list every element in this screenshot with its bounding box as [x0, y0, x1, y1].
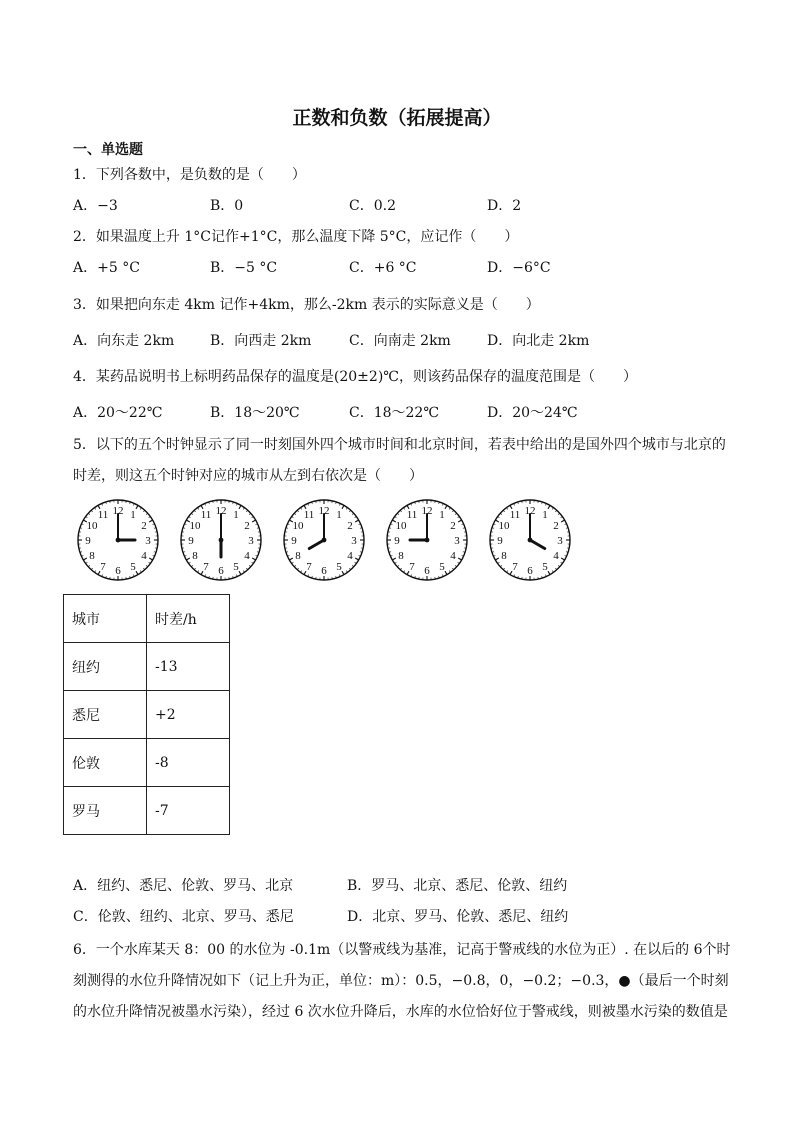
clock-4 — [384, 497, 470, 583]
option-b: B．18～20℃ — [210, 405, 300, 421]
question-6-line-3: 的水位升降情况被墨水污染），经过 6 次水位升降后，水库的水位恰好位于警戒线，则被墨水污染的数值是 — [73, 1004, 728, 1020]
clock-numeral: 2 — [450, 519, 456, 532]
clock-numeral: 5 — [130, 560, 136, 573]
clock-numeral: 11 — [97, 508, 109, 521]
clock-numeral: 12 — [524, 504, 536, 517]
clock-tick — [392, 558, 395, 560]
option-d: D．−6°C — [487, 260, 551, 276]
table-cell: 罗马 — [64, 787, 147, 835]
clock-center — [322, 538, 327, 543]
question-5-stem-line-2: 时差，则这五个时钟对应的城市从左到右依次是（ ） — [73, 468, 423, 484]
clock-3 — [281, 497, 367, 583]
clock-tick — [445, 505, 447, 508]
clock-numeral: 8 — [501, 549, 507, 562]
clock-numeral: 10 — [395, 519, 407, 532]
option-a: A．向东走 2km — [73, 333, 175, 349]
question-6-line-1: 6．一个水库某天 8：00 的水位为 -0.1m（以警戒线为基准，记高于警戒线的水位为正）. 在以后的 6个时 — [73, 942, 731, 958]
question-5-option-b: B．罗马、北京、悉尼、伦敦、纽约 — [347, 878, 568, 894]
clock-numeral: 12 — [215, 504, 227, 517]
clock-numeral: 9 — [497, 534, 503, 547]
clock-numeral: 4 — [347, 549, 353, 562]
clock-numeral: 10 — [189, 519, 201, 532]
clock-numeral: 2 — [553, 519, 559, 532]
clock-tick — [252, 558, 255, 560]
clock-numeral: 8 — [192, 549, 198, 562]
hour-hand — [309, 540, 324, 549]
clock-numeral: 4 — [141, 549, 147, 562]
question-5-stem-line-1: 5．以下的五个时钟显示了同一时刻国外四个城市时间和北京时间，若表中给出的是国外四个城市与北京的 — [73, 437, 726, 453]
clock-tick — [252, 520, 255, 522]
table-row — [64, 739, 230, 787]
option-d: D．20～24℃ — [487, 405, 578, 421]
clock-numeral: 4 — [553, 549, 559, 562]
table-cell: -8 — [147, 739, 230, 787]
clock-tick — [445, 571, 447, 574]
option-c: C．向南走 2km — [349, 333, 451, 349]
clock-numeral: 6 — [321, 564, 327, 577]
clock-center — [425, 538, 430, 543]
question-5-option-c: C．伦敦、纽约、北京、罗马、悉尼 — [73, 909, 294, 925]
clock-numeral: 1 — [542, 508, 548, 521]
option-b: B．−5 °C — [210, 260, 278, 276]
clock-numeral: 10 — [498, 519, 510, 532]
clock-numeral: 7 — [100, 560, 106, 573]
clock-numeral: 5 — [233, 560, 239, 573]
clock-5 — [487, 497, 573, 583]
clock-numeral: 1 — [130, 508, 136, 521]
clock-numeral: 8 — [398, 549, 404, 562]
clock-tick — [149, 558, 152, 560]
clock-tick — [548, 505, 550, 508]
clock-tick — [561, 558, 564, 560]
question-5-option-a: A．纽约、悉尼、伦敦、罗马、北京 — [73, 878, 294, 894]
option-c: C．18～22℃ — [349, 405, 440, 421]
clock-numeral: 6 — [527, 564, 533, 577]
clock-center — [528, 538, 533, 543]
question-2-stem: 2．如果温度上升 1°C记作+1°C，那么温度下降 5°C，应记作（ ） — [73, 229, 519, 245]
clock-numeral: 8 — [89, 549, 95, 562]
clock-numeral: 7 — [203, 560, 209, 573]
clock-numeral: 4 — [244, 549, 250, 562]
clock-tick — [342, 505, 344, 508]
clock-tick — [355, 558, 358, 560]
clock-numeral: 7 — [306, 560, 312, 573]
section-heading: 一、单选题 — [73, 142, 143, 158]
clock-tick — [136, 571, 138, 574]
option-b: B．向西走 2km — [210, 333, 312, 349]
clock-numeral: 9 — [291, 534, 297, 547]
clock-numeral: 6 — [424, 564, 430, 577]
clock-numeral: 1 — [233, 508, 239, 521]
clock-numeral: 9 — [85, 534, 91, 547]
option-d: D．向北走 2km — [487, 333, 590, 349]
table-row — [64, 691, 230, 739]
clock-numeral: 4 — [450, 549, 456, 562]
clock-1 — [75, 497, 161, 583]
question-4-options — [73, 402, 733, 422]
clock-tick — [548, 571, 550, 574]
clock-numeral: 9 — [188, 534, 194, 547]
clock-tick — [289, 558, 292, 560]
clock-numeral: 11 — [406, 508, 418, 521]
clock-center — [116, 538, 121, 543]
clock-numeral: 12 — [112, 504, 124, 517]
question-2-options — [73, 257, 733, 277]
clock-tick — [83, 558, 86, 560]
table-cell: 纽约 — [64, 643, 147, 691]
clock-numeral: 11 — [509, 508, 521, 521]
clock-numeral: 11 — [200, 508, 212, 521]
table-cell: -13 — [147, 643, 230, 691]
clock-2 — [178, 497, 264, 583]
clock-tick — [239, 505, 241, 508]
option-b: B．0 — [210, 198, 244, 214]
table-cell: -7 — [147, 787, 230, 835]
table-cell: +2 — [147, 691, 230, 739]
table-cell: 悉尼 — [64, 691, 147, 739]
clock-numeral: 2 — [244, 519, 250, 532]
table-cell: 伦敦 — [64, 739, 147, 787]
question-1-stem: 1．下列各数中，是负数的是（ ） — [73, 167, 306, 183]
clock-numeral: 6 — [115, 564, 121, 577]
option-a: A．20～22℃ — [73, 405, 163, 421]
clock-numeral: 1 — [336, 508, 342, 521]
question-3-options — [73, 330, 733, 350]
clock-row — [75, 497, 735, 583]
clock-numeral: 12 — [421, 504, 433, 517]
clock-numeral: 5 — [336, 560, 342, 573]
clock-numeral: 2 — [141, 519, 147, 532]
clock-numeral: 8 — [295, 549, 301, 562]
clock-numeral: 7 — [512, 560, 518, 573]
question-6-line-2: 刻测得的水位升降情况如下（记上升为正，单位：m）：0.5，−0.8，0，−0.2；−0.3，●（最后一个时刻 — [73, 973, 729, 989]
clock-numeral: 5 — [542, 560, 548, 573]
clock-numeral: 2 — [347, 519, 353, 532]
clock-tick — [495, 558, 498, 560]
question-5-option-d: D．北京、罗马、伦敦、悉尼、纽约 — [347, 909, 569, 925]
clock-tick — [458, 520, 461, 522]
clock-numeral: 3 — [145, 534, 151, 547]
clock-center — [219, 538, 224, 543]
clock-numeral: 11 — [303, 508, 315, 521]
option-a: A．−3 — [73, 198, 118, 214]
clock-numeral: 6 — [218, 564, 224, 577]
clock-numeral: 7 — [409, 560, 415, 573]
clock-numeral: 12 — [318, 504, 330, 517]
question-3-stem: 3．如果把向东走 4km 记作+4km，那么-2km 表示的实际意义是（ ） — [73, 297, 540, 313]
clock-numeral: 3 — [557, 534, 563, 547]
clock-numeral: 3 — [454, 534, 460, 547]
table-header-cell: 城市 — [64, 595, 147, 643]
clock-numeral: 5 — [439, 560, 445, 573]
clock-numeral: 10 — [86, 519, 98, 532]
question-4-stem: 4．某药品说明书上标明药品保存的温度是(20±2)℃，则该药品保存的温度范围是（ ） — [73, 369, 637, 385]
clock-numeral: 3 — [351, 534, 357, 547]
clock-numeral: 9 — [394, 534, 400, 547]
table-header-cell: 时差/h — [147, 595, 230, 643]
clock-numeral: 3 — [248, 534, 254, 547]
clock-numeral: 1 — [439, 508, 445, 521]
clock-tick — [561, 520, 564, 522]
time-difference-table — [63, 594, 230, 835]
table-row — [64, 787, 230, 835]
option-c: C．+6 °C — [349, 260, 417, 276]
clock-tick — [136, 505, 138, 508]
clock-tick — [149, 520, 152, 522]
clock-tick — [342, 571, 344, 574]
clock-tick — [186, 558, 189, 560]
clock-tick — [239, 571, 241, 574]
table-header-row — [64, 595, 230, 643]
page-title: 正数和负数（拓展提高） — [292, 107, 502, 129]
clock-tick — [355, 520, 358, 522]
clock-numeral: 10 — [292, 519, 304, 532]
question-1-options — [73, 195, 733, 215]
hour-hand — [530, 540, 545, 549]
option-a: A．+5 °C — [73, 260, 140, 276]
option-d: D．2 — [487, 198, 522, 214]
clock-tick — [458, 558, 461, 560]
option-c: C．0.2 — [349, 198, 396, 214]
table-row — [64, 643, 230, 691]
